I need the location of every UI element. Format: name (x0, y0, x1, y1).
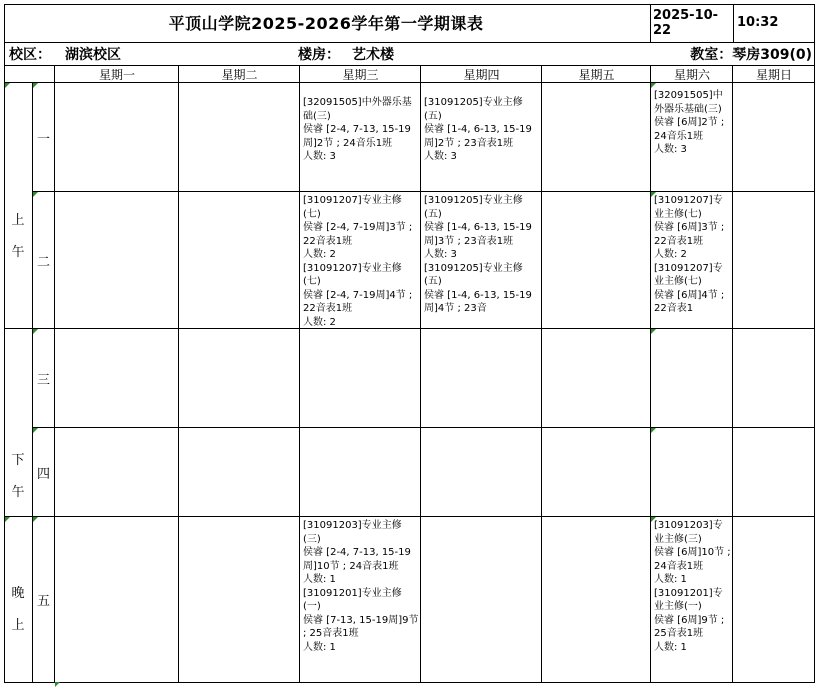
grid-line (4, 4, 5, 682)
day-header-sun: 星期日 (755, 68, 792, 82)
cell-marker-icon (5, 83, 10, 88)
cell-marker-icon (651, 517, 656, 522)
campus-label: 校区： (9, 47, 51, 63)
grid-line (541, 65, 542, 682)
day-header-tue: 星期二 (221, 68, 258, 82)
cell-marker-icon (33, 517, 38, 522)
grid-line (54, 65, 55, 682)
cell-marker-icon (55, 682, 60, 687)
course-line: 人数: 1 (654, 574, 687, 585)
day-header-wed: 星期三 (342, 68, 379, 82)
segment-afternoon-char-1: 下 (11, 453, 25, 468)
period-2-label: 二 (36, 255, 50, 270)
cell-marker-icon (651, 329, 656, 334)
course-line: 侯睿 [2-4, 7-19周]4节 ; 22音表1班 (303, 289, 413, 314)
segment-morning-char-1: 上 (11, 213, 25, 228)
cell-marker-icon (651, 428, 656, 433)
grid-line (4, 65, 815, 66)
course-cell-p1-sat[interactable] (651, 87, 733, 192)
grid-line (4, 516, 815, 517)
day-header-sat: 星期六 (673, 68, 710, 82)
cell-marker-icon (33, 83, 38, 88)
course-line: 人数: 2 (303, 249, 336, 260)
course-cell-p5-sat[interactable] (651, 517, 733, 682)
grid-line (4, 4, 815, 5)
cell-marker-icon (5, 517, 10, 522)
course-line: 侯睿 [1-4, 6-13, 15-19周]4节 ; 23音 (424, 289, 532, 314)
period-3-label: 三 (36, 373, 50, 388)
course-line: 侯睿 [1-4, 6-13, 15-19周]3节 ; 23音表1班 (424, 222, 532, 247)
cell-marker-icon (33, 428, 38, 433)
grid-line (4, 682, 815, 683)
grid-line (178, 65, 179, 682)
course-line: [31091205]专业主修(五) (424, 97, 523, 122)
course-line: [32091505]中外器乐基础(三) (303, 97, 412, 122)
course-line: 侯睿 [7-13, 15-19周]9节 ; 25音表1班 (303, 614, 419, 639)
course-line: 侯睿 [2-4, 7-13, 15-19周]2节 ; 24音乐1班 (303, 124, 411, 149)
course-line: 人数: 2 (303, 316, 336, 328)
grid-line (32, 427, 815, 428)
cell-marker-icon (33, 329, 38, 334)
segment-evening-char-1: 晚 (11, 586, 25, 601)
grid-line (732, 65, 733, 682)
course-line: 人数: 3 (424, 151, 457, 162)
course-line: 侯睿 [2-4, 7-19周]3节 ; 22音表1班 (303, 222, 413, 247)
grid-line (4, 82, 815, 83)
course-line: [31091205]专业主修(五) (424, 195, 523, 220)
cell-marker-icon (651, 192, 656, 197)
course-line: 人数: 1 (303, 574, 336, 585)
segment-morning-char-2: 午 (11, 245, 25, 260)
course-line: 侯睿 [6周]3节 ; 22音表1班 (654, 222, 725, 247)
grid-line (4, 328, 815, 329)
segment-evening (4, 575, 32, 645)
grid-line (299, 65, 300, 682)
course-line: [31091205]专业主修(五) (424, 262, 523, 287)
course-cell-p1-wed[interactable] (300, 94, 421, 192)
grid-line (814, 4, 815, 682)
course-line: [31091207]专业主修(七) (303, 195, 402, 220)
grid-line (650, 65, 651, 682)
grid-line (32, 191, 815, 192)
course-line: [31091203]专业主修(三) (303, 520, 402, 545)
course-line: [31091207]专业主修(七) (303, 262, 402, 287)
building-label: 楼房： (298, 47, 340, 63)
classroom-label: 教室：琴房309(0) (690, 47, 812, 63)
period-5-label: 五 (36, 594, 50, 609)
print-time: 10:32 (737, 15, 779, 30)
segment-morning (4, 192, 32, 282)
course-line: [31091207]专业主修(七) (654, 262, 723, 287)
building-value: 艺术楼 (352, 47, 394, 63)
course-line: 侯睿 [6周]2节 ; 24音乐1班 (654, 117, 725, 142)
course-line: 侯睿 [6周]9节 ; 25音表1班 (654, 614, 725, 639)
course-line: [31091201]专业主修(一) (303, 587, 402, 612)
course-cell-p2-wed[interactable] (300, 192, 421, 329)
grid-line (4, 42, 815, 43)
course-line: 人数: 1 (303, 641, 336, 653)
cell-marker-icon (33, 192, 38, 197)
segment-afternoon-char-2: 午 (11, 485, 25, 500)
grid-line (733, 4, 734, 42)
course-line: 人数: 1 (654, 641, 687, 653)
course-line: [31091201]专业主修(一) (654, 587, 723, 612)
grid-line (420, 65, 421, 682)
course-cell-p2-sat[interactable] (651, 192, 733, 329)
course-line: 侯睿 [1-4, 6-13, 15-19周]2节 ; 23音表1班 (424, 124, 532, 149)
grid-line (32, 82, 33, 682)
course-cell-p5-wed[interactable] (300, 517, 421, 682)
course-line: 侯睿 [6周]10节 ; 24音表1班 (654, 547, 731, 572)
course-cell-p1-thu[interactable] (421, 94, 542, 192)
course-line: 人数: 2 (654, 249, 687, 260)
course-line: [32091505]中外器乐基础(三) (654, 90, 723, 115)
day-header-fri: 星期五 (578, 68, 615, 82)
course-line: 侯睿 [2-4, 7-13, 15-19周]10节 ; 24音表1班 (303, 547, 411, 572)
campus-value: 湖滨校区 (65, 47, 121, 63)
course-line: 人数: 3 (303, 151, 336, 162)
period-4-label: 四 (36, 467, 50, 482)
course-line: [31091203]专业主修(三) (654, 520, 723, 545)
print-date: 2025-10-22 (653, 7, 719, 38)
period-1-label: 一 (36, 132, 50, 147)
segment-afternoon (4, 442, 32, 512)
grid-line (650, 4, 651, 42)
day-header-thu: 星期四 (463, 68, 500, 82)
page-title: 平顶山学院2025-2026学年第一学期课表 (168, 14, 484, 33)
course-line: 人数: 3 (424, 249, 457, 260)
course-line: 人数: 3 (654, 144, 687, 155)
cell-marker-icon (651, 83, 656, 88)
course-line: 侯睿 [6周]4节 ; 22音表1 (654, 289, 725, 314)
day-header-mon: 星期一 (98, 68, 135, 82)
segment-evening-char-2: 上 (11, 618, 25, 633)
course-cell-p2-thu[interactable] (421, 192, 542, 329)
course-line: [31091207]专业主修(七) (654, 195, 723, 220)
